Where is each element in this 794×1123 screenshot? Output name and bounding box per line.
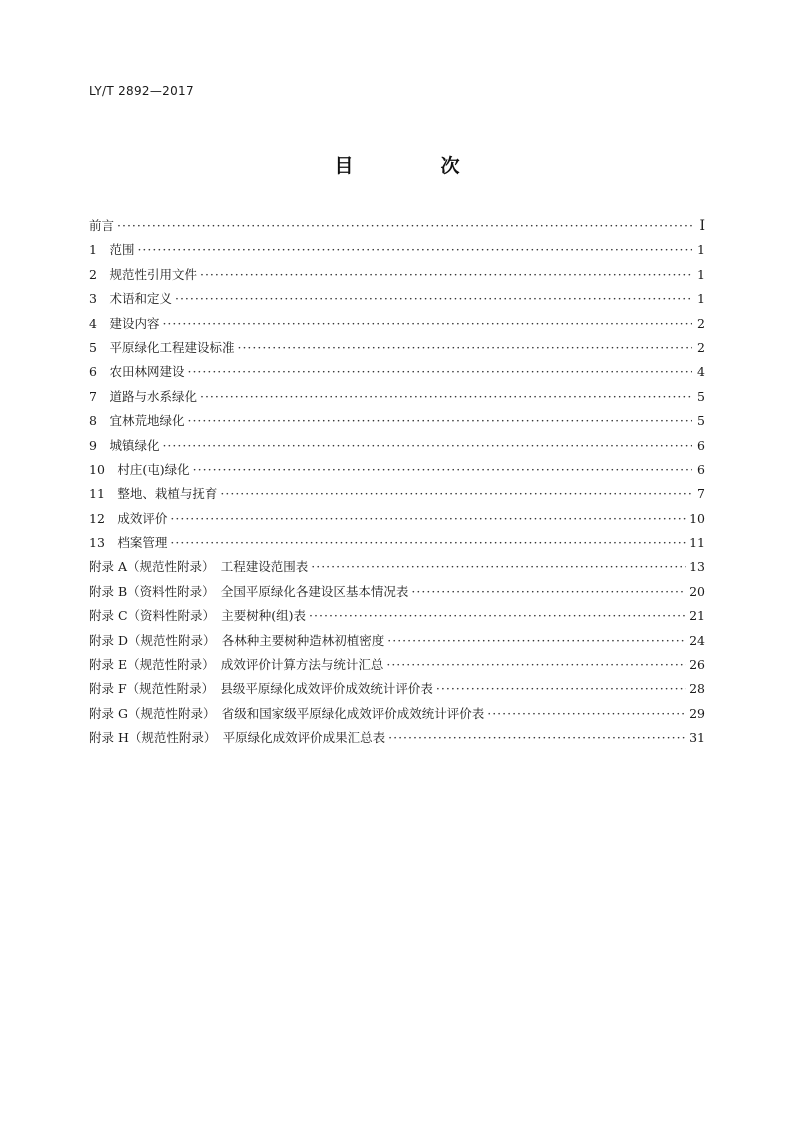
- dot-leader: [309, 604, 686, 628]
- toc-entry-page: 20: [689, 583, 705, 599]
- toc-entry-label: 1 范围: [89, 242, 135, 258]
- dot-leader: [187, 360, 692, 384]
- toc-entry-page: 7: [697, 486, 705, 502]
- dot-leader: [162, 434, 692, 458]
- dot-leader: [436, 677, 686, 701]
- dot-leader: [220, 482, 692, 506]
- toc-entry-page: 21: [689, 608, 705, 624]
- toc-entry-appendix-g[interactable]: [89, 702, 705, 726]
- toc-list: [89, 214, 705, 751]
- toc-entry-label: 7 道路与水系绿化: [89, 388, 197, 404]
- dot-leader: [311, 555, 686, 579]
- toc-entry-foreword[interactable]: [89, 214, 705, 238]
- toc-title: 目 次: [334, 155, 494, 177]
- toc-entry-page: 11: [689, 535, 705, 551]
- toc-entry-page: 4: [697, 364, 705, 380]
- toc-entry-label: 附录 A（规范性附录） 工程建设范围表: [89, 559, 309, 575]
- dot-leader: [137, 238, 692, 262]
- toc-entry-page: 24: [689, 632, 705, 648]
- toc-entry-2[interactable]: [89, 263, 705, 287]
- toc-entry-appendix-a[interactable]: [89, 555, 705, 579]
- toc-entry-page: 10: [689, 510, 705, 526]
- toc-entry-page: Ⅰ: [699, 218, 705, 234]
- toc-entry-3[interactable]: [89, 287, 705, 311]
- toc-entry-appendix-f[interactable]: [89, 677, 705, 701]
- toc-entry-page: 2: [697, 339, 705, 355]
- toc-entry-page: 1: [697, 291, 705, 307]
- document-code: LY/T 2892—2017: [89, 84, 194, 98]
- dot-leader: [187, 409, 692, 433]
- toc-entry-page: 5: [697, 388, 705, 404]
- toc-entry-1[interactable]: [89, 238, 705, 262]
- dot-leader: [386, 653, 686, 677]
- toc-entry-page: 31: [689, 730, 705, 746]
- toc-entry-appendix-h[interactable]: [89, 726, 705, 750]
- toc-entry-page: 1: [697, 242, 705, 258]
- toc-entry-label: 6 农田林网建设: [89, 364, 185, 380]
- toc-entry-appendix-b[interactable]: [89, 580, 705, 604]
- dot-leader: [162, 312, 692, 336]
- toc-entry-appendix-c[interactable]: [89, 604, 705, 628]
- dot-leader: [200, 385, 692, 409]
- toc-entry-label: 附录 H（规范性附录） 平原绿化成效评价成果汇总表: [89, 730, 386, 746]
- toc-entry-label: 附录 E（规范性附录） 成效评价计算方法与统计汇总: [89, 657, 384, 673]
- toc-entry-label: 附录 B（资料性附录） 全国平原绿化各建设区基本情况表: [89, 583, 409, 599]
- toc-entry-10[interactable]: [89, 458, 705, 482]
- dot-leader: [388, 726, 686, 750]
- toc-entry-12[interactable]: [89, 507, 705, 531]
- toc-entry-label: 10 村庄(屯)绿化: [89, 461, 190, 477]
- toc-entry-page: 6: [697, 461, 705, 477]
- toc-entry-label: 12 成效评价: [89, 510, 168, 526]
- toc-entry-label: 8 宜林荒地绿化: [89, 413, 185, 429]
- toc-entry-label: 9 城镇绿化: [89, 437, 160, 453]
- toc-entry-label: 前言: [89, 218, 115, 233]
- toc-entry-page: 29: [689, 705, 705, 721]
- toc-entry-8[interactable]: [89, 409, 705, 433]
- toc-entry-label: 5 平原绿化工程建设标准: [89, 339, 235, 355]
- toc-entry-appendix-d[interactable]: [89, 629, 705, 653]
- toc-entry-label: 3 术语和定义: [89, 291, 172, 307]
- toc-entry-13[interactable]: [89, 531, 705, 555]
- toc-entry-6[interactable]: [89, 360, 705, 384]
- toc-entry-9[interactable]: [89, 434, 705, 458]
- dot-leader: [170, 531, 686, 555]
- dot-leader: [175, 287, 692, 311]
- toc-entry-page: 28: [689, 681, 705, 697]
- toc-entry-page: 5: [697, 413, 705, 429]
- toc-entry-label: 附录 D（规范性附录） 各林种主要树种造林初植密度: [89, 632, 385, 648]
- toc-entry-5[interactable]: [89, 336, 705, 360]
- toc-entry-page: 2: [697, 315, 705, 331]
- toc-entry-label: 2 规范性引用文件: [89, 266, 197, 282]
- dot-leader: [237, 336, 692, 360]
- dot-leader: [200, 263, 692, 287]
- toc-entry-label: 4 建设内容: [89, 315, 160, 331]
- toc-entry-label: 附录 G（规范性附录） 省级和国家级平原绿化成效评价成效统计评价表: [89, 705, 485, 721]
- dot-leader: [193, 458, 692, 482]
- toc-entry-page: 13: [689, 559, 705, 575]
- dot-leader: [117, 214, 692, 238]
- toc-entry-label: 11 整地、栽植与抚育: [89, 486, 218, 502]
- toc-entry-page: 6: [697, 437, 705, 453]
- toc-entry-appendix-e[interactable]: [89, 653, 705, 677]
- toc-entry-label: 附录 F（规范性附录） 县级平原绿化成效评价成效统计评价表: [89, 681, 433, 697]
- dot-leader: [487, 702, 686, 726]
- toc-entry-page: 26: [689, 657, 705, 673]
- toc-entry-11[interactable]: [89, 482, 705, 506]
- toc-entry-7[interactable]: [89, 385, 705, 409]
- toc-entry-page: 1: [697, 266, 705, 282]
- toc-entry-4[interactable]: [89, 312, 705, 336]
- dot-leader: [170, 507, 686, 531]
- toc-entry-label: 13 档案管理: [89, 535, 168, 551]
- dot-leader: [411, 580, 686, 604]
- toc-entry-label: 附录 C（资料性附录） 主要树种(组)表: [89, 608, 307, 624]
- dot-leader: [387, 629, 686, 653]
